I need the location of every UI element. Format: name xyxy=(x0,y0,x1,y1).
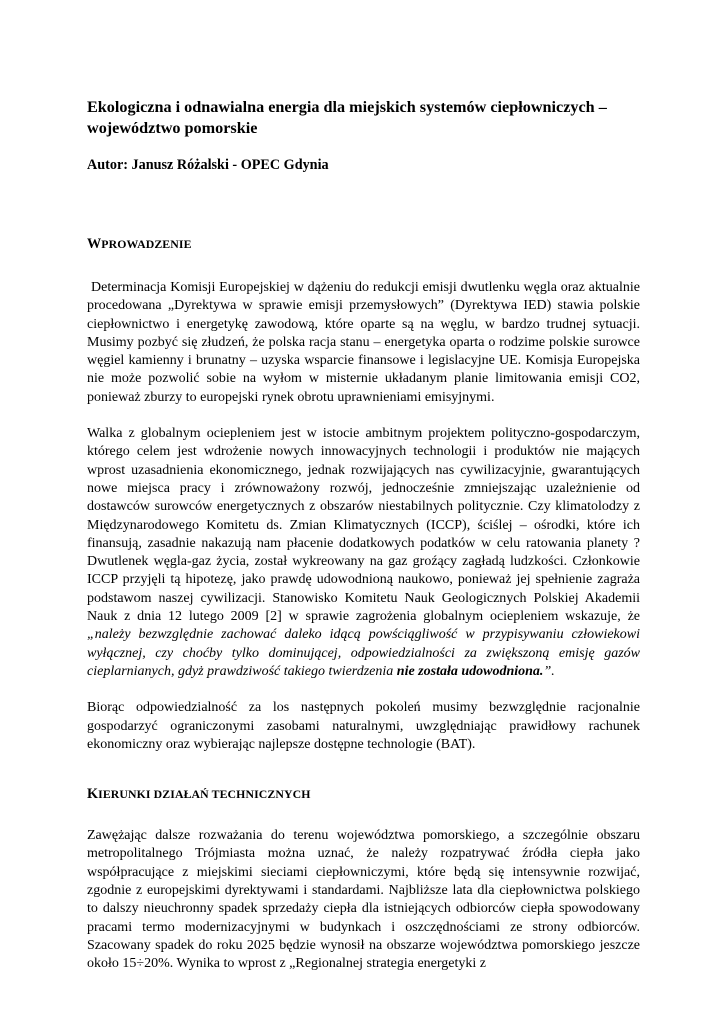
section-heading-initial: W xyxy=(87,236,102,252)
title-line-2: województwo pomorskie xyxy=(87,119,258,137)
document-page xyxy=(87,97,640,974)
paragraph-1: Determinacja Komisji Europejskiej w dążeniu do redukcji emisji dwutlenku węgla oraz aktualnie procedowana „Dyrektywa w sprawie emisji przemysłowych” (Dyrektywa IED) stawia polskie ciepłownictwo i energetykę zawodową, które oparte są na węglu, w bardzo trudnej sytuacji. Musimy pozbyć się złudzeń, że polska racja stanu – energetyka oparta o rodzime polskie surowce węgiel kamienny i brunatny – uzyska wsparcie finansowe i legislacyjne UE. Komisja Europejska nie może pozwolić sobie na wyłom w misternie układanym planie limitowania emisji CO2, ponieważ zburzy to europejski rynek obrotu uprawnieniami emisyjnymi. xyxy=(87,280,640,405)
author-line: Autor: Janusz Różalski - OPEC Gdynia xyxy=(87,157,329,173)
section-heading-introduction xyxy=(87,236,640,252)
section-heading-technical-directions xyxy=(87,786,640,802)
paragraph-4: Zawężając dalsze rozważania do terenu województwa pomorskiego, a szczególnie obszaru metropolitalnego Trójmiasta można uznać, że należy rozpatrywać źródła ciepła jako współpracujące z miejskimi sieciami ciepłowniczymi, które będą się intensywnie rozwijać, zgodnie z europejskimi dyrektywami i standardami. Najbliższe lata dla ciepłownictwa polskiego to dalszy nieuchronny spadek sprzedaży ciepła dla istniejących odbiorców ciepła spowodowany pracami termo modernizacyjnymi w budynkach i oszczędnościami ze strony odbiorców. Szacowany spadek do roku 2025 będzie wynosił na obszarze województwa pomorskiego jeszcze około 15÷20%. Wynika to wprost z „Regionalnej strategia energetyki z xyxy=(87,828,640,972)
title-line-1: Ekologiczna i odnawialna energia dla miejskich systemów ciepłowniczych – xyxy=(87,98,607,116)
section-heading-initial: K xyxy=(87,786,99,803)
quotation-emphasis: nie została udowodniona. xyxy=(396,663,544,679)
paragraph-2-text: Walka z globalnym ociepleniem jest w istocie ambitnym projektem polityczno-gospodarczym, którego celem jest wdrożenie nowych innowacyjnych technologii i produktów nie mających wprost uzasadnienia ekonomicznego, jednak rozwijających nas cywilizacyjnie, gwarantujących nowe miejsca pracy i zrównoważony rozwój, jednocześnie zmniejszając uzależnienie od dostawców surowców energetycznych z obszarów niestabilnych politycznie. Czy klimatolodzy z Międzynarodowego Komitetu ds. Zmian Klimatycznych (ICCP), ściślej – ośrodki, które ich finansują, zasadnie nakazują nam płacenie dodatkowych podatków w celu ratowania planety ? Dwutlenek węgla-gaz życia, został wykreowany na gaz groźący zagładą ludzkości. Członkowie ICCP przyjęli tą hipotezę, jako prawdę udowodnioną naukowo, ponieważ jej spełnienie zagraża podstawom naszej cywilizacji. Stanowisko Komitetu Nauk Geologicznych Polskiej Akademii Nauk z dnia 12 lutego 2009 [2] w sprawie zagrożenia globalnym ociepleniem wskazuje, że xyxy=(87,426,640,625)
quotation-end: ”. xyxy=(543,663,555,679)
quotation xyxy=(87,627,640,679)
paragraph-3: Biorąc odpowiedzialność za los następnych pokoleń musimy bezwzględnie racjonalnie gospodarzyć ograniczonymi zasobami naturalnymi, uwzględniając prawidłowy rachunek ekonomiczny oraz wybierając najlepsze dostępne technologie (BAT). xyxy=(87,700,640,752)
paragraph-2 xyxy=(87,425,640,681)
section-heading-rest: IERUNKI DZIAŁAŃ TECHNICZNYCH xyxy=(98,787,311,802)
document-title xyxy=(87,97,640,139)
section-heading-rest: PROWADZENIE xyxy=(101,237,192,251)
quotation-text: „należy bezwzględnie zachować daleko idącą powściągliwość w przypisywaniu człowiekowi wyłącznej, czy choćby tylko dominującej, odpowiedzialności za zwiększoną emisję gazów cieplarnianych, gdyż prawdziwość takiego twierdzenia xyxy=(87,627,640,679)
